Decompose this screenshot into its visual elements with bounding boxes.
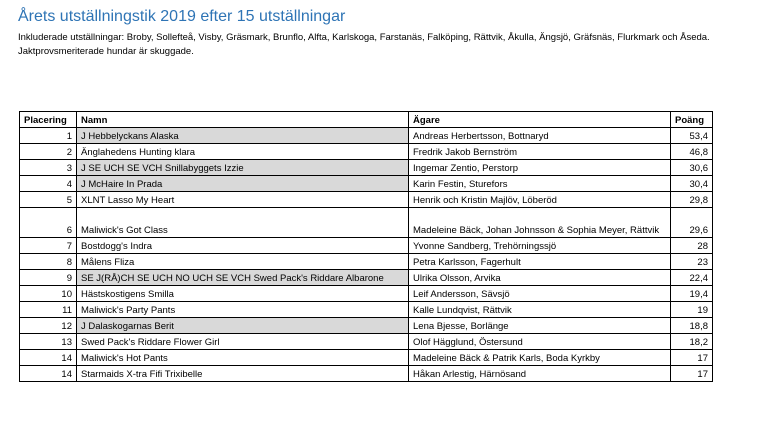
- cell-poang: 46,8: [671, 144, 713, 160]
- table-row: [20, 208, 713, 238]
- cell-placering: 13: [20, 334, 77, 350]
- cell-poang: 18,2: [671, 334, 713, 350]
- cell-poang: 18,8: [671, 318, 713, 334]
- cell-namn: Maliwick's Hot Pants: [77, 350, 409, 366]
- intro-text: [18, 31, 780, 59]
- cell-agare: Ulrika Olsson, Arvika: [409, 270, 671, 286]
- cell-poang: 17: [671, 350, 713, 366]
- cell-poang: 23: [671, 254, 713, 270]
- cell-placering: 6: [20, 208, 77, 238]
- cell-namn: Målens Fliza: [77, 254, 409, 270]
- cell-poang: 28: [671, 238, 713, 254]
- cell-poang: 29,6: [671, 208, 713, 238]
- cell-namn: Hästskostigens Smilla: [77, 286, 409, 302]
- shading-note: Jaktprovsmeriterade hundar är skuggade.: [18, 46, 194, 57]
- cell-namn: Starmaids X-tra Fifi Trixibelle: [77, 366, 409, 382]
- cell-placering: 14: [20, 350, 77, 366]
- table-row: [20, 302, 713, 318]
- cell-namn: XLNT Lasso My Heart: [77, 192, 409, 208]
- cell-namn: Maliwick's Got Class: [77, 208, 409, 238]
- table-row: [20, 366, 713, 382]
- cell-agare: Yvonne Sandberg, Trehörningssjö: [409, 238, 671, 254]
- cell-agare: Fredrik Jakob Bernström: [409, 144, 671, 160]
- cell-placering: 2: [20, 144, 77, 160]
- cell-placering: 10: [20, 286, 77, 302]
- cell-placering: 12: [20, 318, 77, 334]
- cell-agare: Andreas Herbertsson, Bottnaryd: [409, 128, 671, 144]
- cell-agare: Olof Hägglund, Östersund: [409, 334, 671, 350]
- cell-namn: Maliwick's Party Pants: [77, 302, 409, 318]
- cell-placering: 14: [20, 366, 77, 382]
- cell-placering: 7: [20, 238, 77, 254]
- cell-poang: 30,6: [671, 160, 713, 176]
- cell-agare: Petra Karlsson, Fagerhult: [409, 254, 671, 270]
- header-agare: Ägare: [409, 112, 671, 128]
- cell-agare: Ingemar Zentio, Perstorp: [409, 160, 671, 176]
- cell-agare: Håkan Arlestig, Härnösand: [409, 366, 671, 382]
- cell-poang: 53,4: [671, 128, 713, 144]
- cell-namn: SE J(RÅ)CH SE UCH NO UCH SE VCH Swed Pack's Riddare Albarone: [77, 270, 409, 286]
- table-row: [20, 270, 713, 286]
- cell-poang: 29,8: [671, 192, 713, 208]
- cell-namn: J Hebbelyckans Alaska: [77, 128, 409, 144]
- cell-agare: Lena Bjesse, Borlänge: [409, 318, 671, 334]
- cell-poang: 17: [671, 366, 713, 382]
- cell-placering: 3: [20, 160, 77, 176]
- table-row: [20, 160, 713, 176]
- cell-poang: 22,4: [671, 270, 713, 286]
- cell-namn: Swed Pack's Riddare Flower Girl: [77, 334, 409, 350]
- header-poang: Poäng: [671, 112, 713, 128]
- cell-agare: Madeleine Bäck & Patrik Karls, Boda Kyrkby: [409, 350, 671, 366]
- cell-namn: Änglahedens Hunting klara: [77, 144, 409, 160]
- cell-namn: J Dalaskogarnas Berit: [77, 318, 409, 334]
- table-row: [20, 254, 713, 270]
- cell-agare: Madeleine Bäck, Johan Johnsson & Sophia Meyer, Rättvik: [409, 208, 671, 238]
- results-table: [19, 111, 713, 382]
- cell-placering: 4: [20, 176, 77, 192]
- cell-placering: 5: [20, 192, 77, 208]
- cell-agare: Leif Andersson, Sävsjö: [409, 286, 671, 302]
- included-shows-text: Inkluderade utställningar: Broby, Sollefteå, Visby, Gräsmark, Brunflo, Alfta, Karlskoga, Farstanäs, Falköping, Rättvik, Åkulla, Ängsjö, Gräfsnäs, Flurkmark och Åseda.: [18, 32, 710, 43]
- table-row: [20, 238, 713, 254]
- page-title: Årets utställningstik 2019 efter 15 utställningar: [18, 8, 346, 25]
- table-row: [20, 128, 713, 144]
- table-header-row: [20, 112, 713, 128]
- cell-agare: Henrik och Kristin Majlöv, Löberöd: [409, 192, 671, 208]
- table-row: [20, 286, 713, 302]
- table-row: [20, 176, 713, 192]
- table-row: [20, 318, 713, 334]
- table-row: [20, 350, 713, 366]
- cell-placering: 11: [20, 302, 77, 318]
- table-row: [20, 192, 713, 208]
- cell-namn: Bostdogg's Indra: [77, 238, 409, 254]
- cell-placering: 8: [20, 254, 77, 270]
- table-row: [20, 334, 713, 350]
- header-placering: Placering: [20, 112, 77, 128]
- cell-poang: 30,4: [671, 176, 713, 192]
- cell-namn: J McHaire In Prada: [77, 176, 409, 192]
- cell-namn: J SE UCH SE VCH Snillabyggets Izzie: [77, 160, 409, 176]
- cell-agare: Karin Festin, Sturefors: [409, 176, 671, 192]
- cell-agare: Kalle Lundqvist, Rättvik: [409, 302, 671, 318]
- cell-placering: 1: [20, 128, 77, 144]
- header-namn: Namn: [77, 112, 409, 128]
- cell-poang: 19: [671, 302, 713, 318]
- cell-placering: 9: [20, 270, 77, 286]
- table-row: [20, 144, 713, 160]
- cell-poang: 19,4: [671, 286, 713, 302]
